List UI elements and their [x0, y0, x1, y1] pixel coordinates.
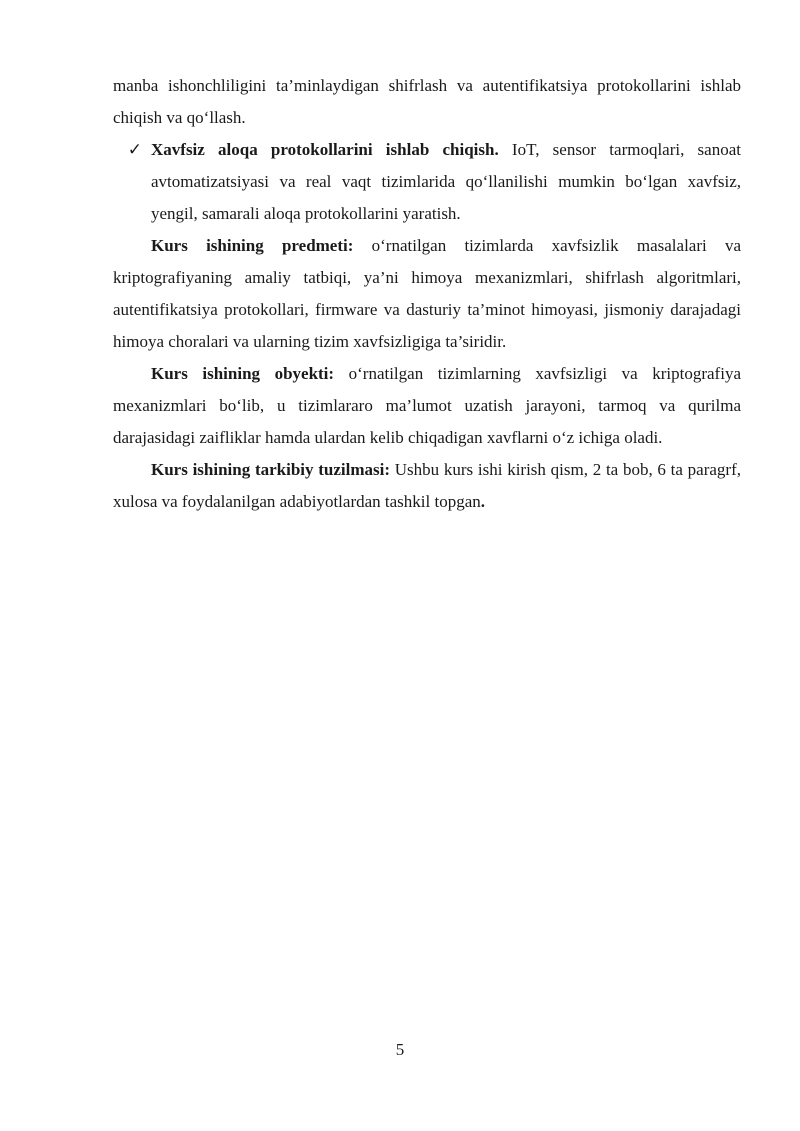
- obyekt-heading: Kurs ishining obyekti:: [151, 364, 335, 383]
- check-icon: ✓: [127, 140, 142, 160]
- checklist-item-heading: Xavfsiz aloqa protokollarini ishlab chiqish.: [151, 140, 499, 159]
- body-text: [113, 70, 741, 518]
- checklist-item-text: IoT, sensor tarmoqlari, sanoat avtomatizatsiyasi va real vaqt tizimlarida qo‘llanilishi mumkin bo‘lgan xavfsiz, yengil, samarali aloqa protokollarini yaratish.: [151, 140, 741, 223]
- paragraph-predmet: [113, 230, 741, 358]
- tuzilma-heading: Kurs ishining tarkibiy tuzilmasi:: [151, 460, 391, 479]
- page-number: 5: [395, 1040, 405, 1059]
- tuzilma-end: .: [480, 492, 486, 511]
- tuzilma-text: Ushbu kurs ishi kirish qism, 2 ta bob, 6 ta paragrf, xulosa va foydalanilgan adabiyotlardan tashkil topgan: [113, 460, 741, 511]
- paragraph-continuation: manba ishonchliligini ta’minlaydigan shifrlash va autentifikatsiya protokollarini ishlab chiqish va qo‘llash.: [113, 76, 741, 127]
- obyekt-text: o‘rnatilgan tizimlarning xavfsizligi va kriptografiya mexanizmlari bo‘lib, u tizimlararo ma’lumot uzatish jarayoni, tarmoq va qurilma darajasidagi zaifliklar hamda ulardan kelib chiqadigan xavflarni o‘z ichiga oladi.: [113, 364, 741, 447]
- paragraph-tuzilma: [113, 454, 741, 518]
- paragraph-obyekt: [113, 358, 741, 454]
- checklist-item: [113, 134, 741, 230]
- predmet-heading: Kurs ishining predmeti:: [151, 236, 354, 255]
- predmet-text: o‘rnatilgan tizimlarda xavfsizlik masalalari va kriptografiyaning amaliy tatbiqi, ya’ni himoya mexanizmlari, shifrlash algoritmlari, autentifikatsiya protokollari, firmware va dasturiy ta’minot himoyasi, jismoniy darajadagi himoya choralari va ularning tizim xavfsizligiga ta’siridir.: [113, 236, 741, 351]
- checklist-item-body: [151, 134, 741, 230]
